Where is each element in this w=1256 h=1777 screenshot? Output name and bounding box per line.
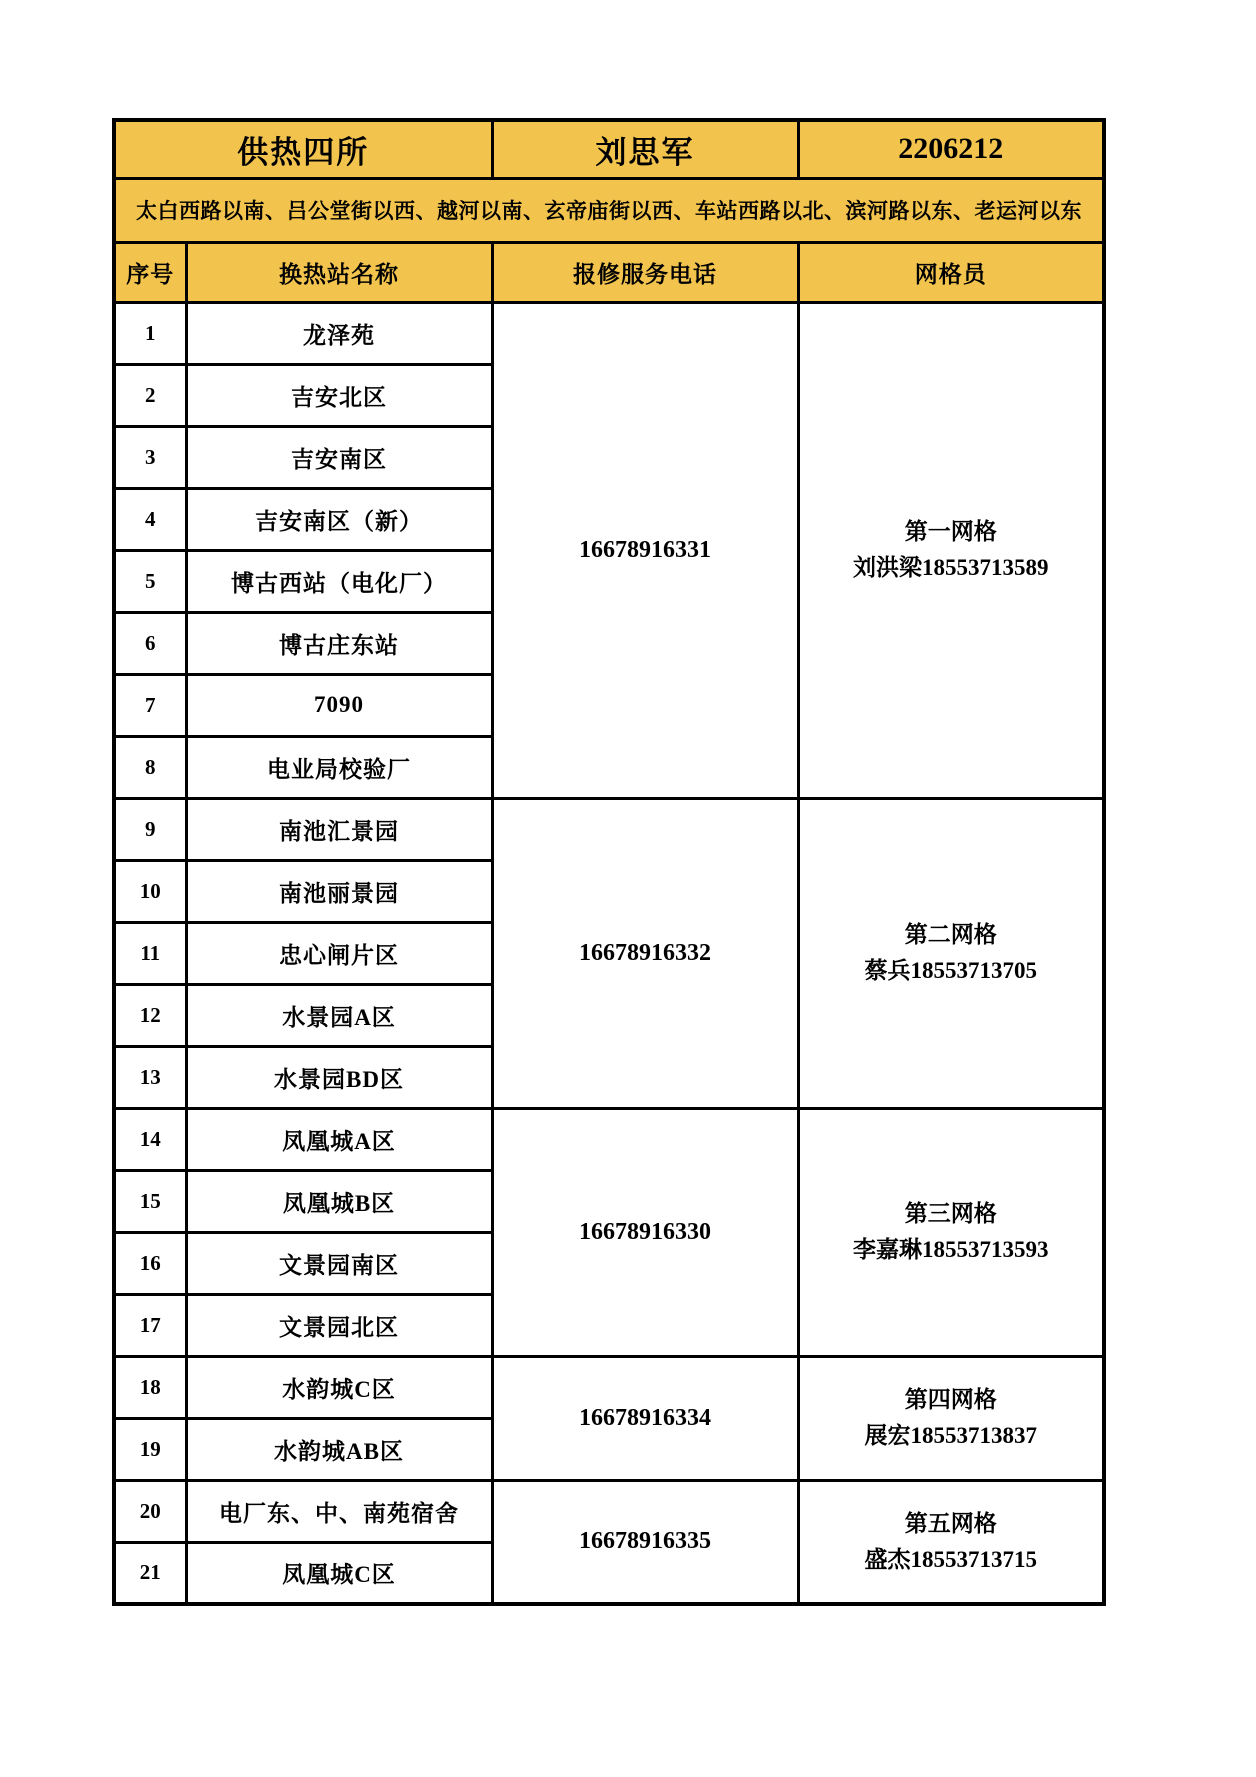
station-name-cell: 南池丽景园	[186, 860, 492, 922]
station-name-cell: 电业局校验厂	[186, 736, 492, 798]
table-row	[114, 302, 1104, 364]
grid-name: 第二网格	[904, 922, 997, 948]
row-number-cell: 5	[114, 550, 186, 612]
row-number-cell: 21	[114, 1542, 186, 1604]
grid-name: 第一网格	[904, 519, 997, 545]
station-name-cell: 文景园北区	[186, 1294, 492, 1356]
station-name-cell: 电厂东、中、南苑宿舍	[186, 1480, 492, 1542]
station-name-cell: 吉安南区（新）	[186, 488, 492, 550]
station-name-cell: 水韵城C区	[186, 1356, 492, 1418]
station-name-cell: 忠心闸片区	[186, 922, 492, 984]
row-number-cell: 13	[114, 1046, 186, 1108]
office-code-cell: 2206212	[798, 120, 1104, 178]
row-number-cell: 20	[114, 1480, 186, 1542]
station-name-cell: 龙泽苑	[186, 302, 492, 364]
column-header-no: 序号	[114, 242, 186, 302]
station-name-cell: 水韵城AB区	[186, 1418, 492, 1480]
row-number-cell: 10	[114, 860, 186, 922]
row-number-cell: 15	[114, 1170, 186, 1232]
phone-cell: 16678916334	[492, 1356, 798, 1480]
grid-member: 蔡兵18553713705	[864, 958, 1037, 983]
district-description-cell: 太白西路以南、吕公堂街以西、越河以南、玄帝庙街以西、车站西路以北、滨河路以东、老运河以东	[114, 178, 1104, 242]
station-name-cell: 南池汇景园	[186, 798, 492, 860]
station-name-cell: 水景园BD区	[186, 1046, 492, 1108]
station-name-cell: 凤凰城B区	[186, 1170, 492, 1232]
grid-member: 李嘉琳18553713593	[853, 1237, 1049, 1262]
row-number-cell: 9	[114, 798, 186, 860]
column-header-phone: 报修服务电话	[492, 242, 798, 302]
station-name-cell: 博古西站（电化厂）	[186, 550, 492, 612]
manager-name-cell: 刘思军	[492, 120, 798, 178]
table-row	[114, 1480, 1104, 1542]
phone-cell: 16678916335	[492, 1480, 798, 1604]
row-number-cell: 11	[114, 922, 186, 984]
phone-cell: 16678916331	[492, 302, 798, 798]
station-name-cell: 7090	[186, 674, 492, 736]
row-number-cell: 18	[114, 1356, 186, 1418]
row-number-cell: 2	[114, 364, 186, 426]
table-header-row	[114, 120, 1104, 178]
grid-member: 展宏18553713837	[864, 1423, 1037, 1448]
station-name-cell: 凤凰城A区	[186, 1108, 492, 1170]
row-number-cell: 12	[114, 984, 186, 1046]
station-name-cell: 水景园A区	[186, 984, 492, 1046]
row-number-cell: 17	[114, 1294, 186, 1356]
row-number-cell: 7	[114, 674, 186, 736]
office-name-cell: 供热四所	[114, 120, 492, 178]
grid-member-cell	[798, 1356, 1104, 1480]
grid-name: 第四网格	[904, 1387, 997, 1413]
station-name-cell: 凤凰城C区	[186, 1542, 492, 1604]
grid-member-cell	[798, 1480, 1104, 1604]
row-number-cell: 19	[114, 1418, 186, 1480]
grid-member-cell	[798, 798, 1104, 1108]
grid-member-cell	[798, 302, 1104, 798]
row-number-cell: 3	[114, 426, 186, 488]
column-header-row	[114, 242, 1104, 302]
row-number-cell: 1	[114, 302, 186, 364]
row-number-cell: 4	[114, 488, 186, 550]
row-number-cell: 14	[114, 1108, 186, 1170]
grid-member: 刘洪梁18553713589	[853, 555, 1049, 580]
grid-member: 盛杰18553713715	[864, 1546, 1037, 1572]
table-row	[114, 798, 1104, 860]
row-number-cell: 6	[114, 612, 186, 674]
contact-table-sheet	[112, 118, 1106, 1606]
phone-cell: 16678916330	[492, 1108, 798, 1356]
row-number-cell: 8	[114, 736, 186, 798]
heating-contact-table	[112, 118, 1106, 1606]
station-name-cell: 文景园南区	[186, 1232, 492, 1294]
grid-member-cell	[798, 1108, 1104, 1356]
column-header-grid: 网格员	[798, 242, 1104, 302]
station-name-cell: 吉安北区	[186, 364, 492, 426]
table-row	[114, 1356, 1104, 1418]
district-description-row	[114, 178, 1104, 242]
table-row	[114, 1108, 1104, 1170]
column-header-station: 换热站名称	[186, 242, 492, 302]
row-number-cell: 16	[114, 1232, 186, 1294]
grid-name: 第三网格	[904, 1201, 997, 1227]
station-name-cell: 吉安南区	[186, 426, 492, 488]
phone-cell: 16678916332	[492, 798, 798, 1108]
station-name-cell: 博古庄东站	[186, 612, 492, 674]
grid-name: 第五网格	[904, 1511, 997, 1537]
